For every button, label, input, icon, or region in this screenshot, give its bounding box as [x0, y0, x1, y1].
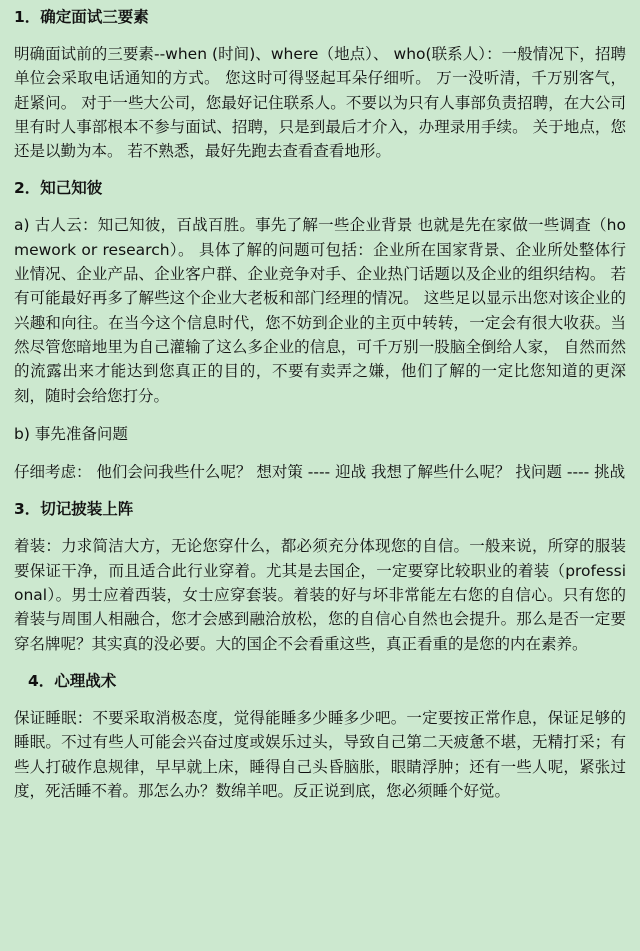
section-heading-1: 1．确定面试三要素 — [14, 8, 149, 26]
section-heading-4: 4．心理战术 — [28, 671, 117, 690]
section-heading-3: 3．切记披装上阵 — [14, 500, 134, 519]
section-heading-2: 2．知己知彼 — [14, 179, 103, 198]
section-2-paragraph-3: 仔细考虑： 他们会问我些什么呢？ 想对策 ---- 迎战 我想了解些什么呢？ 找问题 ---- 挑战 — [14, 463, 626, 482]
section-1-paragraph-1: 明确面试前的三要素--when (时间)、where（地点）、 who(联系人）：一般情况下，招聘单位会采取电话通知的方式。 您这时可得竖起耳朵仔细听。 万一没听清，千万别客气，赶紧问。 对于一些大公司，您最好记住联系人。不要以为只有人事部负责招聘，在大公司里有时人事部根本不参与面试、招聘，只是到最后才介入，办理录用手续。 关于地点，您还是以勤为本。 若不熟悉，最好先跑去查看查看地形。 — [14, 45, 626, 161]
section-2-paragraph-1: a) 古人云：知己知彼，百战百胜。事先了解一些企业背景 也就是先在家做一些调查（homework or research）。 具体了解的问题可包括：企业所在国家背景、企业所处整体行业情况、企业产品、企业客户群、企业竞争对手、企业热门话题以及企业的组织结构。 若有可能最好再多了解些这个企业大老板和部门经理的情况。 这些足以显示出您对该企业的兴趣和向往。在当今这个信息时代，您不妨到企业的主页中转转，一定会有很大收获。当然尽管您暗地里为自己灌输了这么多企业的信息，可千万别一股脑全倒给人家， 自然而然的流露出来才能达到您真正的目的，不要有卖弄之嫌，他们了解的一定比您知道的更深刻，随时会给您打分。 — [14, 216, 626, 405]
section-2-paragraph-2: b) 事先准备问题 — [14, 424, 128, 443]
section-3-paragraph-1: 着装：力求简洁大方，无论您穿什么，都必须充分体现您的自信。一般来说，所穿的服装要保证干净，而且适合此行业穿着。尤其是去国企，一定要穿比较职业的着装（professional）。男士应着西装，女士应穿套装。着装的好与坏非常能左右您的自信心。只有您的着装与周围人相融合，您才会感到融洽放松，您的自信心自然也会提升。那么是否一定要穿名牌呢？其实真的没必要。大的国企不会看重这些，真正看重的是您的内在素养。 — [14, 537, 626, 653]
section-4-paragraph-1: 保证睡眠：不要采取消极态度，觉得能睡多少睡多少吧。一定要按正常作息，保证足够的睡眠。不过有些人可能会兴奋过度或娱乐过头，导致自己第二天疲惫不堪，无精打采；有些人打破作息规律，早早就上床，睡得自己头昏脑胀，眼睛浮肿；还有一些人呢，紧张过度，死活睡不着。那怎么办？数绵羊吧。反正说到底，您必须睡个好觉。 — [14, 708, 626, 800]
